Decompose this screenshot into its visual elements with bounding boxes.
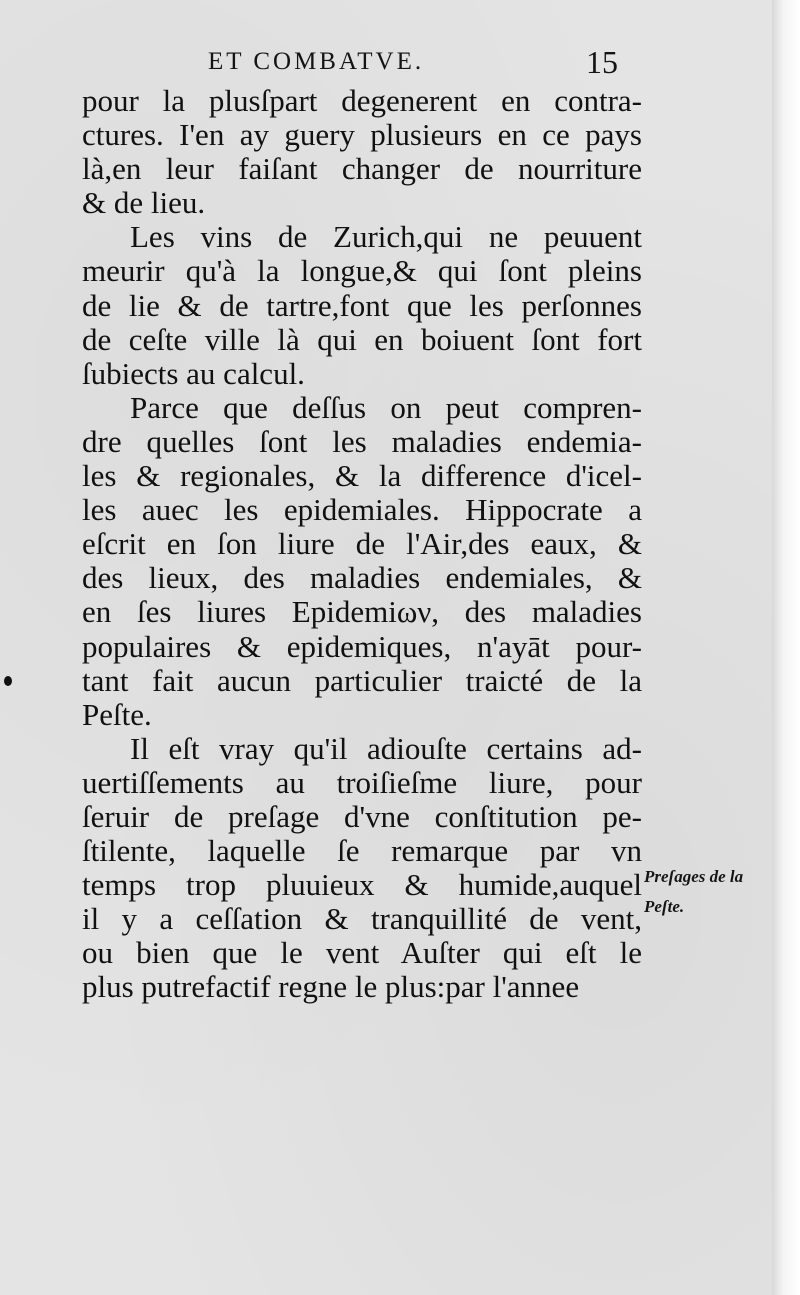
text-line: en ſes liures Epidemiων, des maladies [82,594,642,630]
text-line: pour la plusſpart degenerent en contra- [82,83,642,118]
text-line: ou bien que le vent Auſter qui eſt le [82,935,642,971]
ink-speck [4,676,12,686]
text-line: temps trop pluuieux & humide,auquel [82,867,642,903]
text-line: Peſte. [82,696,152,732]
text-line: Les vins de Zurich,qui ne peuuent [130,219,642,255]
margin-note [644,862,784,922]
text-line: il y a ceſſation & tranquillité de vent, [82,901,642,937]
text-line: là,en leur faiſant changer de nourriture [82,151,642,187]
text-line: ctures. I'en ay guery plusieurs en ce pays [82,117,642,153]
text-line: les & regionales, & la difference d'icel- [82,458,642,494]
text-line: eſcrit en ſon liure de l'Air,des eaux, & [82,526,642,562]
text-line: de lie & de tartre,font que les perſonnes [82,287,642,323]
text-line: ſubiects au calcul. [82,355,305,391]
text-line: des lieux, des maladies endemiales, & [82,560,642,596]
text-line: Parce que deſſus on peut compren- [130,389,642,425]
text-line: populaires & epidemiques, n'ayāt pour- [82,628,642,664]
text-line: les auec les epidemiales. Hippocrate a [82,492,642,528]
margin-note-line: Preſages de la [644,867,744,886]
text-line: plus putrefactif regne le plus:par l'annee [82,969,580,1005]
page-number: 15 [586,44,618,80]
page-edge [772,0,800,1295]
text-line: Il eſt vray qu'il adiouſte certains ad- [130,730,642,766]
text-line: uertiſſements au troiſieſme liure, pour [82,764,642,800]
text-line: ſtilente, laquelle ſe remarque par vn [82,833,642,869]
text-line: dre quelles ſont les maladies endemia- [82,423,642,459]
text-line: meurir qu'à la longue,& qui ſont pleins [82,253,642,289]
text-line: de ceſte ville là qui en boiuent ſont fort [82,321,642,357]
body-text [82,84,642,1005]
text-line: & de lieu. [82,185,206,221]
margin-note-line: Peſte. [644,897,685,916]
page-header [208,44,628,84]
running-title: ET COMBATVE. [208,48,425,75]
text-line: tant fait aucun particulier traicté de la [82,662,642,698]
text-line: ſeruir de preſage d'vne conſtitution pe- [82,798,642,834]
